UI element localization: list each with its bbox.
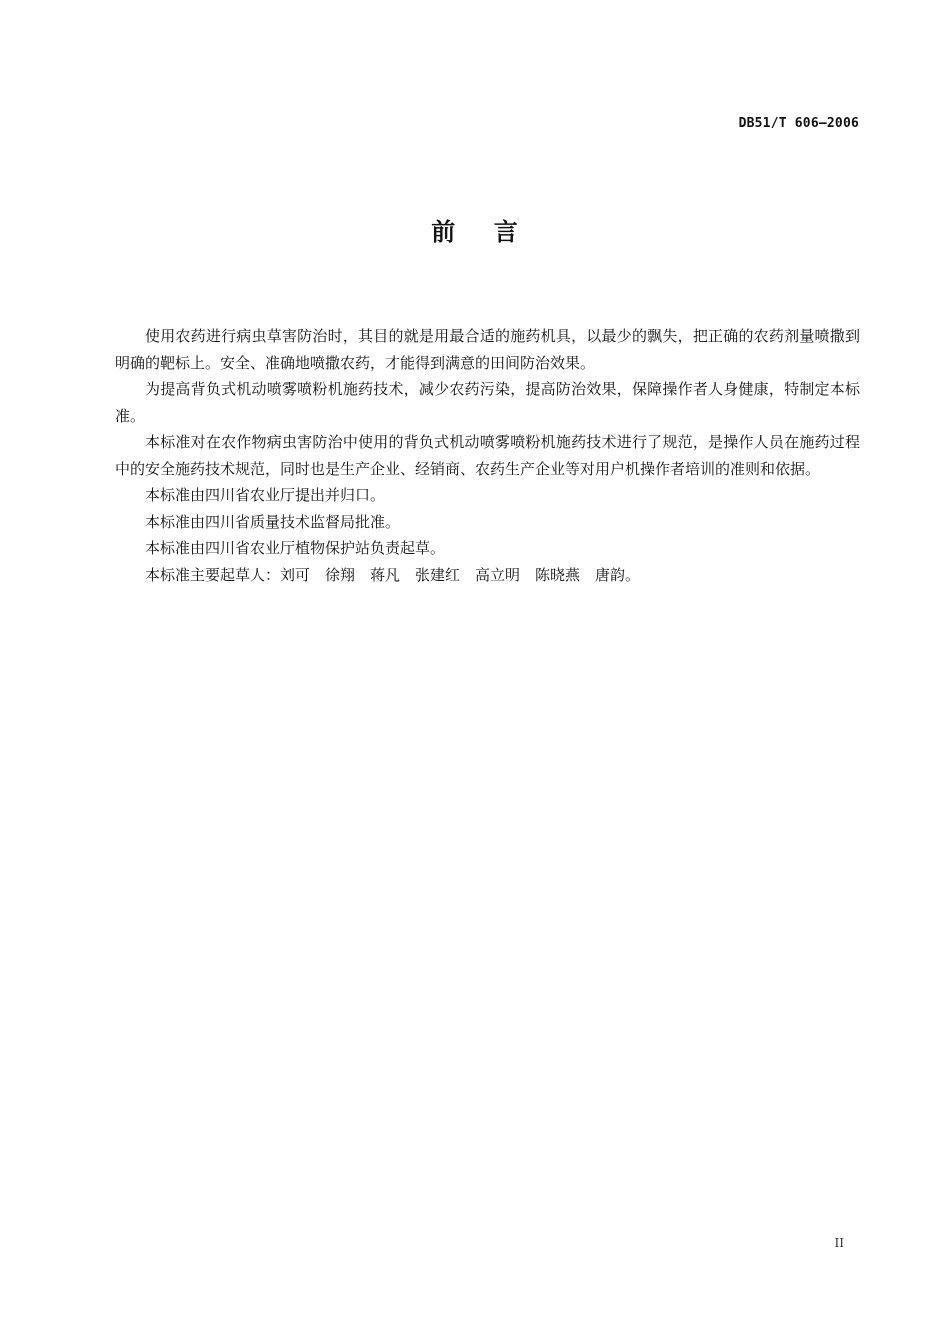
paragraph-drafters: 本标准主要起草人：刘可 徐翔 蒋凡 张建红 高立明 陈晓燕 唐韵。 <box>145 565 641 584</box>
paragraph-drafting-unit: 本标准由四川省农业厅植物保护站负责起草。 <box>145 539 446 557</box>
paragraph-purpose: 使用农药进行病虫草害防治时，其目的就是用最合适的施药机具，以最少的飘失，把正确的农药剂量喷撒到明确的靶标上。安全、准确地喷撒农药，才能得到满意的田间防治效果。 <box>115 327 860 372</box>
page-title: 前 言 <box>431 218 519 246</box>
foreword-body <box>115 323 860 588</box>
page-number: II <box>834 1236 844 1250</box>
paragraph-approver: 本标准由四川省质量技术监督局批准。 <box>145 512 401 531</box>
document-code: DB51/T 606—2006 <box>738 116 859 131</box>
paragraph-proposer: 本标准由四川省农业厅提出并归口。 <box>145 486 386 504</box>
paragraph-scope: 本标准对在农作物病虫害防治中使用的背负式机动喷雾喷粉机施药技术进行了规范，是操作人员在施药过程中的安全施药技术规范，同时也是生产企业、经销商、农药生产企业等对用户机操作者培训的准则和依据。 <box>115 433 860 478</box>
paragraph-aim: 为提高背负式机动喷雾喷粉机施药技术，减少农药污染，提高防治效果，保障操作者人身健康，特制定本标准。 <box>115 380 860 425</box>
